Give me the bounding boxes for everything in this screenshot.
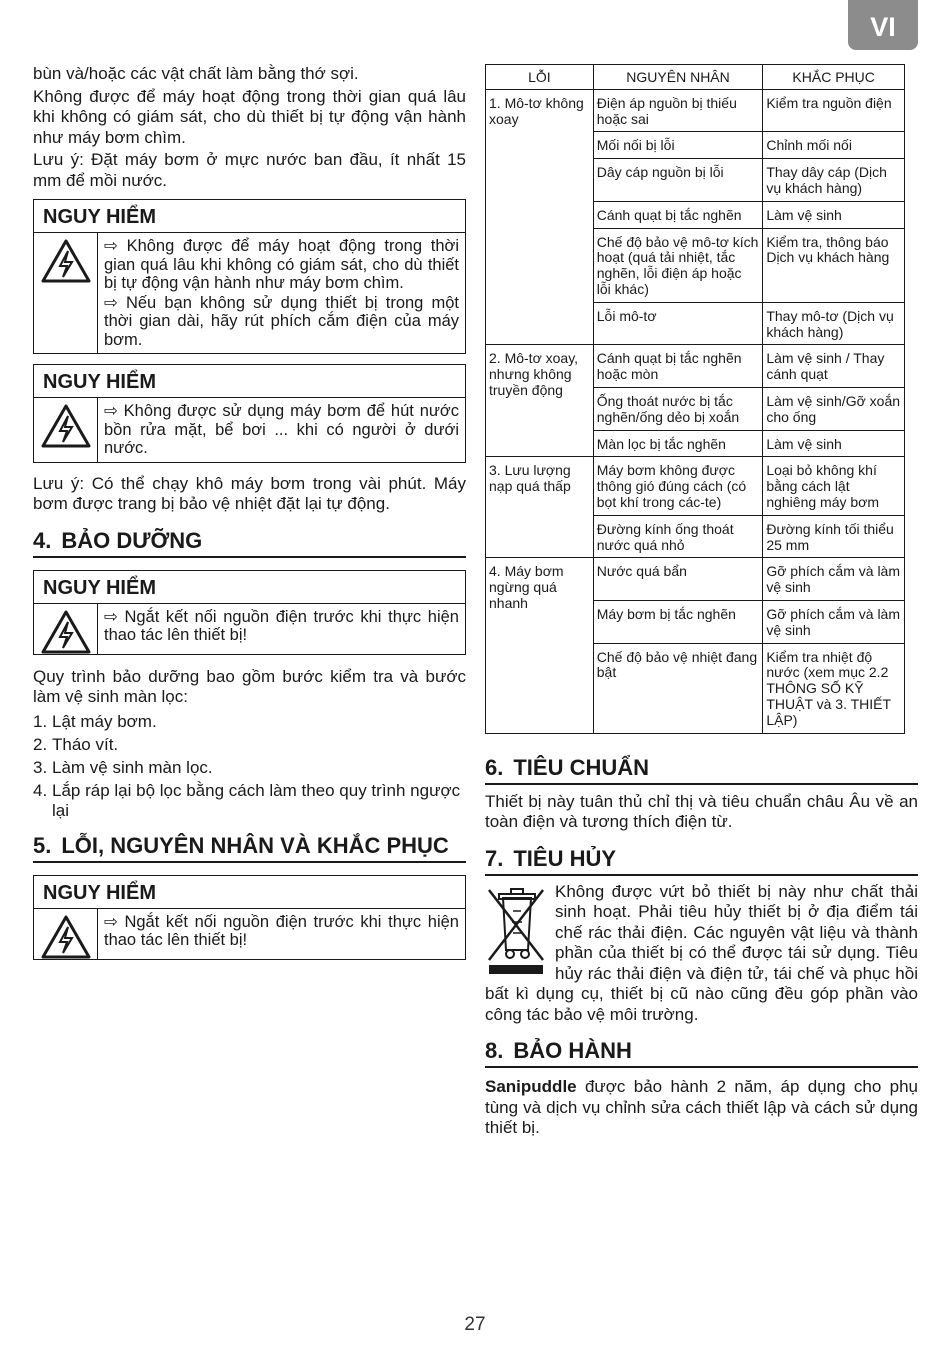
- maintenance-intro: Quy trình bảo dưỡng bao gồm bước kiểm tra và bước làm vệ sinh màn lọc:: [33, 666, 466, 706]
- section-number: 7.: [485, 845, 504, 871]
- table-header-row: [486, 65, 905, 90]
- remedy-cell: Thay mô-tơ (Dịch vụ khách hàng): [763, 302, 905, 345]
- danger-box-2: [33, 364, 466, 463]
- list-item: 3. Làm vệ sinh màn lọc.: [33, 757, 213, 777]
- warranty-text: Sanipuddle được bảo hành 2 năm, áp dụng cho phụ tùng và dịch vụ chỉnh sửa cách thiết lập và cách sử dụng thiết bị.: [485, 1077, 918, 1137]
- disposal-block: [485, 882, 918, 1026]
- electric-hazard-icon: [34, 233, 98, 353]
- cause-cell: Màn lọc bị tắc nghẽn: [593, 430, 763, 457]
- troubleshooting-table: [485, 64, 905, 734]
- fault-cell: 1. Mô-tơ không xoay: [486, 89, 594, 345]
- brand-name: Sanipuddle: [485, 1077, 577, 1096]
- danger-title: NGUY HIỂM: [34, 365, 465, 398]
- remedy-cell: Làm vệ sinh: [763, 201, 905, 228]
- cause-cell: Dây cáp nguồn bị lỗi: [593, 159, 763, 202]
- column-header: KHẮC PHỤC: [763, 65, 905, 90]
- list-item: 2. Tháo vít.: [33, 734, 119, 754]
- cause-cell: Điện áp nguồn bị thiếu hoặc sai: [593, 89, 763, 132]
- list-item: 1. Lật máy bơm.: [33, 711, 157, 731]
- dry-run-note: Lưu ý: Có thể chạy khô máy bơm trong vài phút. Máy bơm được trang bị bảo vệ nhiệt đặt lại tự động.: [33, 473, 466, 513]
- page-number: 27: [464, 1314, 486, 1335]
- danger-item: ⇨ Ngắt kết nối nguồn điện trước khi thực hiện thao tác lên thiết bị!: [104, 607, 459, 644]
- disposal-text: Không được vứt bỏ thiết bị này như chất thải sinh hoạt. Phải tiêu hủy thiết bị ở địa điểm tái chế rác thải điện. Các nguyên vật liệu và thành phần của thiết bị có thể được tái sử dụng. Tiêu hủy rác thải điện và điện tử, tái chế và phục hồi bất kì dụng cụ, thiết bị cũ nào cũng đều góp phần vào công tác bảo vệ môi trường.: [485, 881, 918, 1024]
- section-8-heading: [485, 1039, 918, 1068]
- section-title: TIÊU HỦY: [513, 845, 617, 871]
- left-column: [33, 64, 466, 960]
- table-row: [486, 558, 905, 601]
- remedy-cell: Kiểm tra nhiệt độ nước (xem mục 2.2 THÔNG SỐ KỸ THUẬT và 3. THIẾT LẬP): [763, 643, 905, 733]
- list-item: 4. Lắp ráp lại bộ lọc bằng cách làm theo quy trình ngược lại: [33, 780, 461, 820]
- section-title: TIÊU CHUẨN: [513, 754, 650, 780]
- cause-cell: Đường kính ống thoát nước quá nhỏ: [593, 515, 763, 558]
- remedy-cell: Gỡ phích cắm và làm vệ sinh: [763, 600, 905, 643]
- section-5-heading: [33, 834, 466, 863]
- cause-cell: Chế độ bảo vệ mô-tơ kích hoạt (quá tải nhiệt, tắc nghẽn, lỗi điện áp hoặc lỗi khác): [593, 228, 763, 302]
- danger-title: NGUY HIỂM: [34, 876, 465, 909]
- intro-paragraph-2: Không được để máy hoạt động trong thời gian quá lâu khi không có giám sát, cho dù thiết bị tự động vận hành như máy bơm chìm.: [33, 86, 466, 147]
- electric-hazard-icon: [34, 398, 98, 462]
- right-column: [485, 64, 918, 1139]
- remedy-cell: Làm vệ sinh: [763, 430, 905, 457]
- cause-cell: Nước quá bẩn: [593, 558, 763, 601]
- section-number: 5.: [33, 832, 52, 858]
- remedy-cell: Chỉnh mối nối: [763, 132, 905, 159]
- danger-item: ⇨ Không được để máy hoạt động trong thời gian quá lâu khi không có giám sát, cho dù thiết bị tự động vận hành như máy bơm chìm.: [104, 237, 459, 292]
- fault-cell: 4. Máy bơm ngừng quá nhanh: [486, 558, 594, 733]
- weee-crossed-bin-icon: [485, 886, 547, 976]
- section-number: 8.: [485, 1038, 504, 1063]
- cause-cell: Cánh quạt bị tắc nghẽn: [593, 201, 763, 228]
- language-tab: VI: [848, 0, 918, 50]
- section-4-heading: [33, 529, 466, 558]
- cause-cell: Chế độ bảo vệ nhiệt đang bật: [593, 643, 763, 733]
- remedy-cell: Làm vệ sinh/Gỡ xoắn cho ống: [763, 387, 905, 430]
- danger-title: NGUY HIỂM: [34, 200, 465, 233]
- danger-item: ⇨ Không được sử dụng máy bơm để hút nước bồn rửa mặt, bể bơi ... khi có người ở dưới nước.: [104, 402, 459, 457]
- cause-cell: Mối nối bị lỗi: [593, 132, 763, 159]
- remedy-cell: Làm vệ sinh / Thay cánh quạt: [763, 345, 905, 388]
- danger-box-4: [33, 875, 466, 960]
- table-row: [486, 89, 905, 132]
- standards-text: Thiết bị này tuân thủ chỉ thị và tiêu chuẩn châu Âu về an toàn điện và tương thích điện từ.: [485, 791, 918, 831]
- section-number: 4.: [33, 527, 52, 553]
- cause-cell: Cánh quạt bị tắc nghẽn hoặc mòn: [593, 345, 763, 388]
- column-header: LỖI: [486, 65, 594, 90]
- remedy-cell: Đường kính tối thiểu 25 mm: [763, 515, 905, 558]
- cause-cell: Ống thoát nước bị tắc nghẽn/ống dẻo bị xoắn: [593, 387, 763, 430]
- maintenance-steps: [33, 712, 466, 822]
- remedy-cell: Kiểm tra nguồn điện: [763, 89, 905, 132]
- cause-cell: Máy bơm bị tắc nghẽn: [593, 600, 763, 643]
- fault-cell: 2. Mô-tơ xoay, nhưng không truyền động: [486, 345, 594, 457]
- table-row: [486, 457, 905, 515]
- section-7-heading: [485, 847, 918, 876]
- electric-hazard-icon: [34, 604, 98, 654]
- remedy-cell: Gỡ phích cắm và làm vệ sinh: [763, 558, 905, 601]
- danger-item: ⇨ Ngắt kết nối nguồn điện trước khi thực hiện thao tác lên thiết bị!: [104, 912, 459, 949]
- electric-hazard-icon: [34, 909, 98, 959]
- remedy-cell: Loại bỏ không khí bằng cách lật nghiêng máy bơm: [763, 457, 905, 515]
- section-title: LỖI, NGUYÊN NHÂN VÀ KHẮC PHỤC: [61, 832, 449, 858]
- table-row: [486, 345, 905, 388]
- intro-note: Lưu ý: Đặt máy bơm ở mực nước ban đầu, ít nhất 15 mm để mồi nước.: [33, 150, 466, 190]
- danger-box-1: [33, 199, 466, 354]
- cause-cell: Máy bơm không được thông gió đúng cách (có bọt khí trong các-te): [593, 457, 763, 515]
- section-number: 6.: [485, 754, 504, 780]
- danger-box-3: [33, 570, 466, 655]
- section-title: BẢO DƯỠNG: [61, 527, 203, 553]
- column-header: NGUYÊN NHÂN: [593, 65, 763, 90]
- fault-cell: 3. Lưu lượng nạp quá thấp: [486, 457, 594, 558]
- remedy-cell: Kiểm tra, thông báo Dịch vụ khách hàng: [763, 228, 905, 302]
- cause-cell: Lỗi mô-tơ: [593, 302, 763, 345]
- section-6-heading: [485, 756, 918, 785]
- danger-title: NGUY HIỂM: [34, 571, 465, 604]
- remedy-cell: Thay dây cáp (Dịch vụ khách hàng): [763, 159, 905, 202]
- section-title: BẢO HÀNH: [513, 1038, 632, 1063]
- intro-paragraph-1: bùn và/hoặc các vật chất làm bằng thớ sợi.: [33, 64, 359, 83]
- danger-item: ⇨ Nếu bạn không sử dụng thiết bị trong một thời gian dài, hãy rút phích cắm điện của máy bơm.: [104, 293, 459, 349]
